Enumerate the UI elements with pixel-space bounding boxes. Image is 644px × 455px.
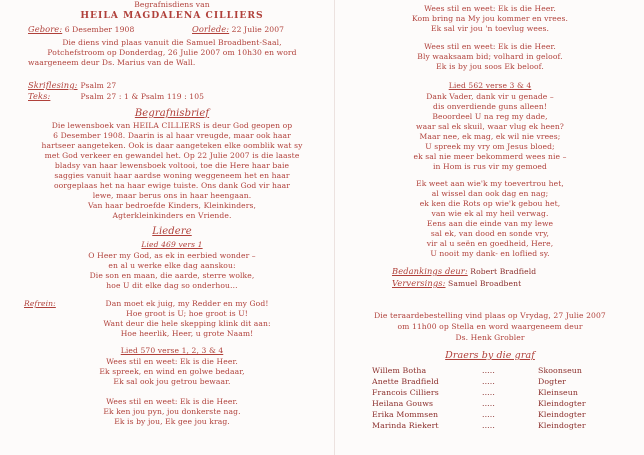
letter-line: 6 Desember 1908. Daarin is al haar vreugde, maar ook haar [53,131,291,140]
song1-line: Die son en maan, die aarde, sterre wolke, [89,271,255,280]
letter-line: Van haar bedroefde Kinders, Kleinkinders, [87,201,257,210]
song2-cont-line: Kom bring na My jou kommer en vrees. [411,14,568,23]
letter-line: Agterkleinkinders en Vriende. [112,211,232,220]
bearer-relation: Kleinseun [538,388,579,397]
service-line: waargeneem deur Ds. Marius van de Wall. [28,58,196,67]
bearers-title: Draers by die graf [445,350,535,361]
refresh-row [392,278,521,289]
bearer-relation: Kleindogter [538,421,586,430]
song3-line: Maar nee, ek mag, ek wil nie vrees; [419,132,561,141]
heading: Begrafnisdiens van [134,0,210,9]
song2-cont-line: Wees stil en weet: Ek is die Heer. [424,4,556,13]
letter-line: bladsy van haar lewensboek voltooi, toe die Here haar baie [54,161,290,170]
refresh-value: Samuel Broadbent [448,279,522,288]
service-line: Die diens vind plaas vanuit die Samuel Broadbent-Saal, [62,38,282,47]
song2-line: Wees stil en weet: Ek is die Heer. [106,357,238,366]
bearer-name: Willem Botha [372,366,427,375]
refrain-line: Hoe groot is U; hoe groot is U! [126,309,248,318]
text-label: Teks: [28,91,51,101]
letter-line: lewe, maar berus ons in haar heengaan. [92,191,252,200]
letter-line: oorgeplaas het na haar ewige tuiste. Ons dank God vir haar [53,181,291,190]
service-line: Potchefstroom op Donderdag, 26 Julie 2007 om 10h30 en word [47,48,297,57]
song2-line: Wees stil en weet: Ek is die Heer. [106,397,238,406]
reading-value: Psalm 27 [80,81,117,90]
song3-line: sal ek, van dood en sonde vry, [430,229,550,238]
page-fold [334,0,335,455]
bearer-dots: ..... [482,366,495,375]
song1-line: O Heer my God, as ek in eerbied wonder – [88,251,256,260]
died-value: 22 Julie 2007 [231,25,285,34]
song1-line: en al u werke elke dag aanskou: [108,261,236,270]
song3-line: Ek weet aan wie'k my toevertrou het, [416,179,564,188]
bearer-dots: ..... [482,377,495,386]
songs-title: Liedere [152,226,192,237]
song3-line: dis onverdiende guns alleen! [433,102,547,111]
song2-line: Ek is by jou, Ek gee jou krag. [114,417,230,426]
song3-line: ek sal nie meer bekommerd wees nie – [413,152,567,161]
song3-line: ek ken die Rots op wie'k gebou het, [419,199,561,208]
song3-line: in Hom is rus vir my gemoed [433,162,547,171]
born-value: 6 Desember 1908 [64,25,135,34]
cremation-line: Die teraardebestelling vind plaas op Vrydag, 27 Julie 2007 [374,311,606,320]
song1-line: hoe U dit elke dag so onderhou… [106,281,238,290]
refrain-line: Hoe heerlik, Heer, u grote Naam! [120,329,254,338]
text-row [28,91,204,102]
letter-line: Die lewensboek van HEILA CILLIERS is deur God geopen op [51,121,293,130]
letter-line: met God verkeer en gewandel het. Op 22 Julie 2007 is die laaste [44,151,300,160]
bearer-relation: Kleindogter [538,410,586,419]
song2-title: Lied 570 verse 1, 2, 3 & 4 [120,346,224,355]
reading-label: Skriflesing: [28,80,78,90]
bearer-name: Anette Bradfield [372,377,439,386]
refrain-line: Want deur die hele skepping klink dit aan: [103,319,271,328]
bearer-dots: ..... [482,410,495,419]
bearer-relation: Dogter [538,377,567,386]
bearer-name: Marinda Riekert [372,421,439,430]
thanks-value: Robert Bradfield [470,267,537,276]
born-row [28,24,134,35]
song1-title: Lied 469 vers 1 [141,240,203,249]
bearer-dots: ..... [482,421,495,430]
thanks-label: Bedankings deur: [392,266,468,276]
text-value: Psalm 27 : 1 & Psalm 119 : 105 [80,92,205,101]
song3-line: U nooit my dank- en loflied sy. [430,249,550,258]
refrain-line: Dan moet ek juig, my Redder en my God! [105,299,269,308]
song3-line: Dank Vader, dank vir u genade – [426,92,554,101]
song2-line: Ek sal ook jou getrou bewaar. [113,377,231,386]
song2-line: Ek ken jou pyn, jou donkerste nag. [103,407,241,416]
song3-line: U spreek my vry om Jesus bloed; [425,142,555,151]
letter-line: hartseer aangeteken. Ook is daar aangeteken elke oomblik wat sy [41,141,303,150]
deceased-name: HEILA MAGDALENA CILLIERS [80,10,264,21]
song2-line: Ek spreek, en wind en golwe bedaar, [99,367,245,376]
song3-line: van wie ek al my heil verwag. [431,209,549,218]
song3-title: Lied 562 verse 3 & 4 [448,81,532,90]
bearer-relation: Kleindogter [538,399,586,408]
song2-cont-line: Bly waaksaam bid; volhard in geloof. [417,52,563,61]
died-label: Oorlede: [192,24,230,34]
refrain-label: Refrein: [24,299,56,308]
died-row [192,24,284,35]
letter-title: Begrafnisbrief [134,108,210,119]
bearer-name: Francois Cilliers [372,388,439,397]
bearer-relation: Skoonseun [538,366,583,375]
song3-line: Beoordeel U na reg my dade, [432,112,548,121]
letter-line: saggies vanuit haar aardse woning weggeneem het en haar [54,171,290,180]
cremation-line: om 11h00 op Stella en word waargeneem deur [397,322,583,331]
thanks-row [392,266,536,277]
song2-cont-line: Ek sal vir jou 'n toevlug wees. [430,24,550,33]
song3-line: Eens aan die einde van my lewe [426,219,554,228]
bearer-name: Erika Mommsen [372,410,439,419]
song3-line: al wissel dan ook dag en nag; [431,189,549,198]
bearer-name: Heilana Gouws [372,399,434,408]
reading-row [28,80,116,91]
cremation-line: Ds. Henk Grobler [455,333,525,342]
bearer-dots: ..... [482,399,495,408]
song3-line: waar sal ek skuil, waar vlug ek heen? [416,122,564,131]
song2-cont-line: Wees stil en weet: Ek is die Heer. [424,42,556,51]
song3-line: vir al u seën en goedheid, Here, [426,239,554,248]
refresh-label: Verversings: [392,278,446,288]
song2-cont-line: Ek is by jou soos Ek beloof. [436,62,544,71]
born-label: Gebore: [28,24,63,34]
bearer-dots: ..... [482,388,495,397]
